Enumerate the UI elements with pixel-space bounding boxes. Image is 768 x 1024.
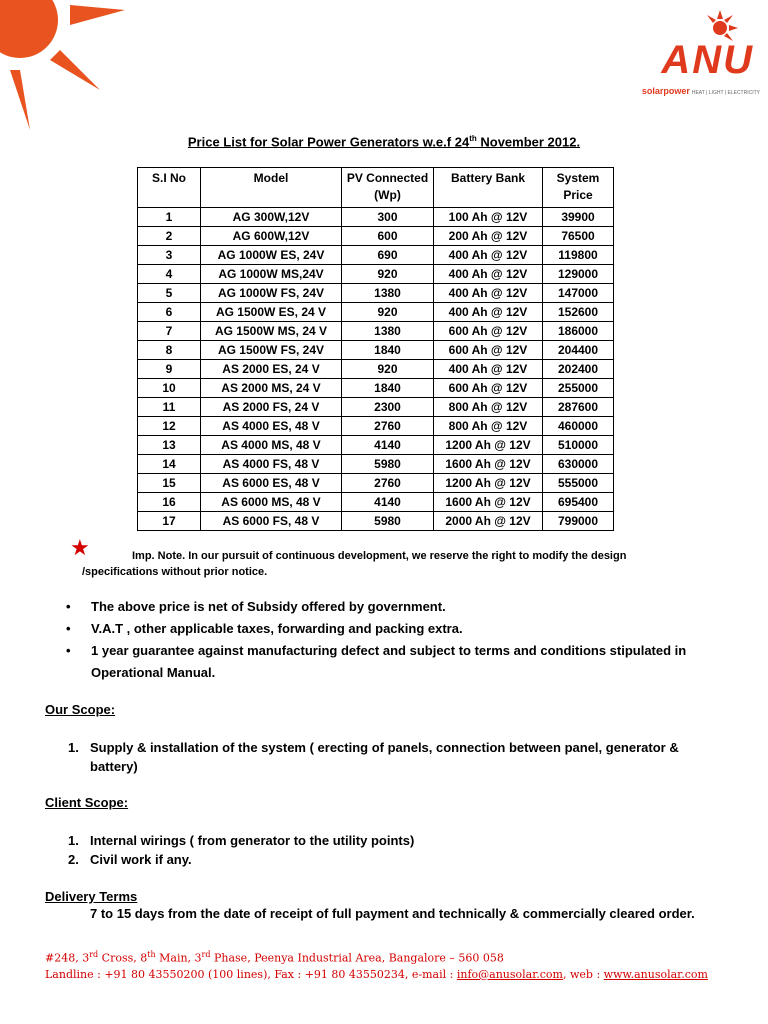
table-cell: 1 [138, 208, 201, 227]
col-pv: PV Connected (Wp) [342, 168, 434, 208]
table-cell: AS 2000 MS, 24 V [201, 379, 342, 398]
table-cell: 2760 [342, 417, 434, 436]
table-cell: AG 1000W ES, 24V [201, 246, 342, 265]
table-cell: 400 Ah @ 12V [434, 303, 543, 322]
table-cell: 255000 [543, 379, 614, 398]
table-cell: 129000 [543, 265, 614, 284]
table-cell: AS 4000 ES, 48 V [201, 417, 342, 436]
table-cell: AS 4000 FS, 48 V [201, 455, 342, 474]
table-cell: 920 [342, 303, 434, 322]
footer-address: #248, 3rd Cross, 8th Main, 3rd Phase, Peenya Industrial Area, Bangalore – 560 058 Landline : +91 80 43550200 (100 lines), Fax : +91 80 43550234, e-mail : info@anusolar.com, web : www.anusolar.com [45, 950, 708, 981]
list-item: • The above price is net of Subsidy offered by government. [66, 596, 716, 618]
table-cell: AG 1000W FS, 24V [201, 284, 342, 303]
table-cell: 10 [138, 379, 201, 398]
table-cell: 630000 [543, 455, 614, 474]
table-cell: 13 [138, 436, 201, 455]
table-cell: AG 1500W FS, 24V [201, 341, 342, 360]
table-cell: 4140 [342, 436, 434, 455]
col-battery: Battery Bank [434, 168, 543, 208]
table-row [138, 512, 614, 531]
table-row [138, 208, 614, 227]
table-cell: 17 [138, 512, 201, 531]
client-scope-list [68, 831, 414, 869]
table-cell: 119800 [543, 246, 614, 265]
sun-logo-decoration [0, 0, 140, 140]
star-icon: ★ [70, 535, 90, 560]
price-table [137, 167, 614, 531]
table-row [138, 493, 614, 512]
email-link[interactable]: info@anusolar.com [456, 967, 563, 981]
table-cell: 400 Ah @ 12V [434, 265, 543, 284]
table-row [138, 322, 614, 341]
table-row [138, 398, 614, 417]
table-cell: 1200 Ah @ 12V [434, 436, 543, 455]
table-row [138, 474, 614, 493]
brand-tagline: solarpower HEAT | LIGHT | ELECTRICITY [641, 86, 760, 96]
list-item: 1. Internal wirings ( from generator to the utility points) [68, 833, 415, 848]
table-cell: AG 1500W MS, 24 V [201, 322, 342, 341]
col-model: Model [201, 168, 342, 208]
table-cell: 920 [342, 360, 434, 379]
table-cell: 1840 [342, 341, 434, 360]
table-cell: 799000 [543, 512, 614, 531]
table-cell: AG 600W,12V [201, 227, 342, 246]
list-item: 1. Supply & installation of the system ( erecting of panels, connection between panel, generator & battery) [68, 740, 679, 774]
table-cell: 600 [342, 227, 434, 246]
table-row [138, 227, 614, 246]
our-scope-list [68, 738, 708, 776]
important-note: Imp. Note. In our pursuit of continuous development, we reserve the right to modify the design /specifications without prior notice. [82, 550, 627, 578]
table-cell: 11 [138, 398, 201, 417]
table-row [138, 303, 614, 322]
table-cell: AS 4000 MS, 48 V [201, 436, 342, 455]
table-cell: 15 [138, 474, 201, 493]
table-cell: 100 Ah @ 12V [434, 208, 543, 227]
col-price: System Price [543, 168, 614, 208]
table-row [138, 246, 614, 265]
table-cell: 4140 [342, 493, 434, 512]
table-cell: 7 [138, 322, 201, 341]
list-item: • 1 year guarantee against manufacturing defect and subject to terms and conditions stipulated in Operational Manual. [66, 640, 716, 684]
table-cell: AS 6000 FS, 48 V [201, 512, 342, 531]
page-title: Price List for Solar Power Generators w.e.f 24th November 2012. [187, 134, 581, 150]
table-cell: 2300 [342, 398, 434, 417]
table-cell: 152600 [543, 303, 614, 322]
brand-name: ANU [661, 38, 754, 82]
list-item: 2. Civil work if any. [68, 852, 192, 867]
table-cell: 14 [138, 455, 201, 474]
table-cell: 5 [138, 284, 201, 303]
table-cell: AS 6000 MS, 48 V [201, 493, 342, 512]
table-header-row [138, 168, 614, 208]
table-cell: 287600 [543, 398, 614, 417]
table-cell: 600 Ah @ 12V [434, 341, 543, 360]
table-cell: 4 [138, 265, 201, 284]
table-cell: 1380 [342, 284, 434, 303]
table-cell: 200 Ah @ 12V [434, 227, 543, 246]
table-cell: 2 [138, 227, 201, 246]
table-cell: 800 Ah @ 12V [434, 417, 543, 436]
table-cell: 186000 [543, 322, 614, 341]
table-cell: 300 [342, 208, 434, 227]
table-cell: 1600 Ah @ 12V [434, 493, 543, 512]
table-cell: AS 2000 FS, 24 V [201, 398, 342, 417]
col-sino: S.I No [138, 168, 201, 208]
table-cell: 920 [342, 265, 434, 284]
website-link[interactable]: www.anusolar.com [603, 967, 708, 981]
table-cell: 400 Ah @ 12V [434, 360, 543, 379]
table-cell: 510000 [543, 436, 614, 455]
table-cell: AG 300W,12V [201, 208, 342, 227]
table-cell: 2000 Ah @ 12V [434, 512, 543, 531]
table-cell: 690 [342, 246, 434, 265]
table-cell: 600 Ah @ 12V [434, 379, 543, 398]
table-cell: AG 1500W ES, 24 V [201, 303, 342, 322]
table-cell: 39900 [543, 208, 614, 227]
list-item: • V.A.T , other applicable taxes, forwarding and packing extra. [66, 618, 716, 640]
table-cell: 400 Ah @ 12V [434, 246, 543, 265]
table-row [138, 417, 614, 436]
delivery-heading: Delivery Terms [45, 889, 138, 904]
table-cell: 204400 [543, 341, 614, 360]
table-cell: 1200 Ah @ 12V [434, 474, 543, 493]
our-scope-heading: Our Scope: [45, 702, 116, 717]
table-cell: 5980 [342, 455, 434, 474]
table-cell: 400 Ah @ 12V [434, 284, 543, 303]
table-cell: 2760 [342, 474, 434, 493]
table-row [138, 379, 614, 398]
table-cell: 555000 [543, 474, 614, 493]
table-cell: 5980 [342, 512, 434, 531]
table-cell: 147000 [543, 284, 614, 303]
table-cell: AG 1000W MS,24V [201, 265, 342, 284]
table-cell: 1840 [342, 379, 434, 398]
table-cell: AS 6000 ES, 48 V [201, 474, 342, 493]
table-row [138, 360, 614, 379]
table-row [138, 284, 614, 303]
table-cell: 12 [138, 417, 201, 436]
table-cell: 1380 [342, 322, 434, 341]
table-row [138, 455, 614, 474]
table-cell: AS 2000 ES, 24 V [201, 360, 342, 379]
table-cell: 1600 Ah @ 12V [434, 455, 543, 474]
table-row [138, 265, 614, 284]
table-cell: 9 [138, 360, 201, 379]
table-cell: 695400 [543, 493, 614, 512]
table-row [138, 341, 614, 360]
table-cell: 600 Ah @ 12V [434, 322, 543, 341]
table-cell: 460000 [543, 417, 614, 436]
table-cell: 16 [138, 493, 201, 512]
table-row [138, 436, 614, 455]
table-cell: 800 Ah @ 12V [434, 398, 543, 417]
table-cell: 8 [138, 341, 201, 360]
table-cell: 76500 [543, 227, 614, 246]
delivery-text: 7 to 15 days from the date of receipt of full payment and technically & commercially cleared order. [90, 906, 695, 921]
client-scope-heading: Client Scope: [45, 795, 129, 810]
table-cell: 3 [138, 246, 201, 265]
table-cell: 202400 [543, 360, 614, 379]
terms-list [66, 596, 716, 684]
table-cell: 6 [138, 303, 201, 322]
